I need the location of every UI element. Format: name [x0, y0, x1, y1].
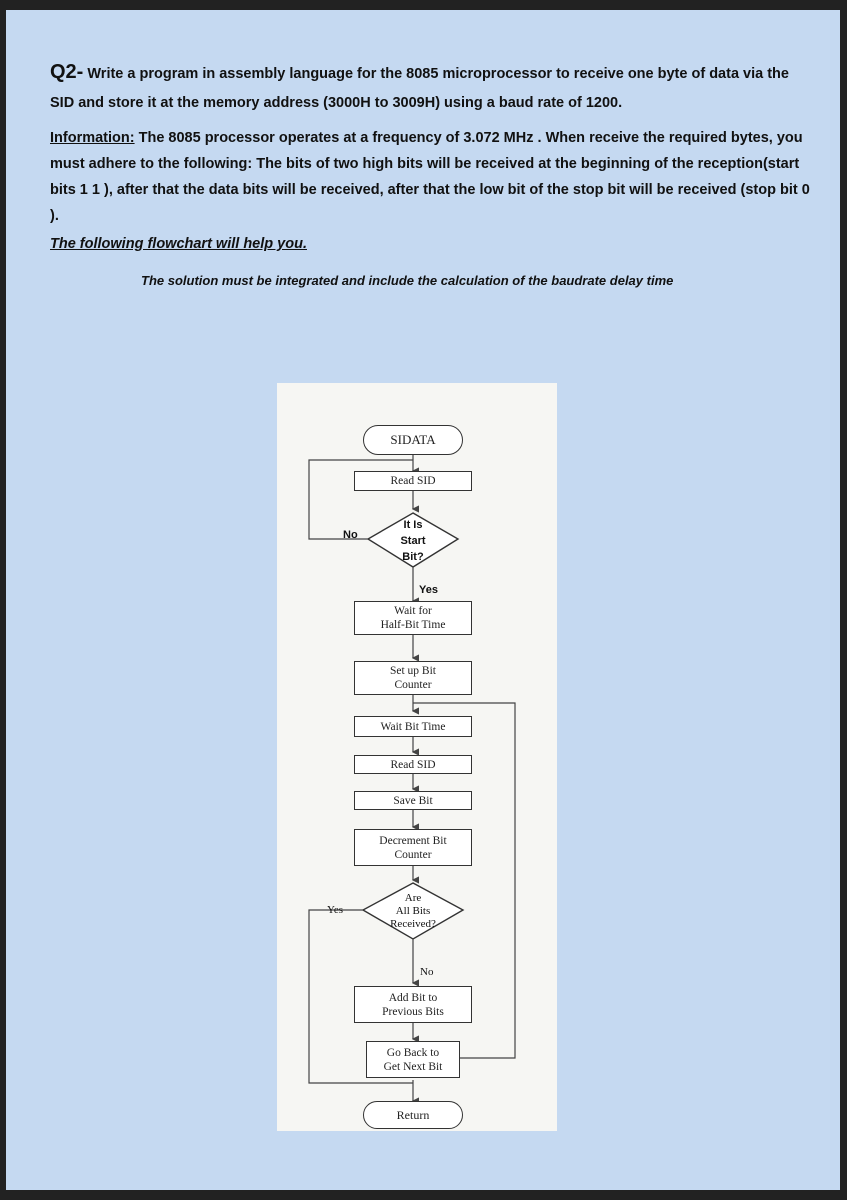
decision-start-line2: Start [400, 535, 426, 547]
setup-counter-line2: Counter [394, 679, 432, 691]
label-no-all-bits: No [420, 966, 434, 978]
decision-all-bits [373, 892, 453, 931]
decrement-counter-box [354, 829, 472, 866]
information-body: The 8085 processor operates at a frequency of 3.072 MHz . When receive the required bytes, you must adhere to the following: The bits of two high bits will be received at the beginning of the reception(start bits 1 1 ), after that the data bits will be received, after that the low bit of the stop bit will be received (stop bit 0 ). [50, 130, 810, 224]
label-yes-all-bits: Yes [327, 904, 344, 916]
wait-half-bit-box [354, 601, 472, 635]
wait-half-line1: Wait for [394, 605, 432, 617]
question-text [50, 58, 810, 118]
add-bit-line1: Add Bit to [388, 991, 438, 1004]
add-bit-line2: Previous Bits [382, 1005, 444, 1018]
information-paragraph [50, 125, 810, 229]
decision-start-line1: It Is [403, 519, 423, 531]
go-back-line1: Go Back to [386, 1046, 440, 1059]
read-sid-box-1: Read SID [354, 471, 472, 491]
question-number: Q2- [50, 61, 84, 83]
decision-start-line3: Bit? [402, 551, 424, 563]
setup-counter-box [354, 661, 472, 695]
question-body: Write a program in assembly language for the 8085 microprocessor to receive one byte of data via the SID and store it at the memory address (3000H to 3009H) using a baud rate of 1200. [50, 66, 789, 111]
decrement-line2: Counter [394, 848, 432, 861]
save-bit-box: Save Bit [354, 791, 472, 810]
read-sid-box-2: Read SID [354, 755, 472, 774]
return-terminal: Return [363, 1101, 463, 1129]
start-terminal: SIDATA [363, 425, 463, 455]
information-label: Information: [50, 130, 135, 146]
label-yes-start: Yes [419, 584, 438, 596]
decision-start-bit [378, 517, 448, 565]
wait-bit-time-box: Wait Bit Time [354, 716, 472, 737]
decision-all-line2: All Bits [395, 905, 431, 917]
flowchart [277, 383, 557, 1131]
decrement-line1: Decrement Bit [379, 834, 447, 847]
solution-note: The solution must be integrated and include the calculation of the baudrate delay time [141, 273, 674, 288]
decision-all-line1: Are [404, 892, 422, 904]
setup-counter-line1: Set up Bit [389, 665, 436, 677]
decision-all-line3: Received? [390, 918, 436, 930]
go-back-line2: Get Next Bit [383, 1060, 443, 1073]
add-bit-box [354, 986, 472, 1023]
label-no-start: No [343, 529, 358, 541]
wait-half-line2: Half-Bit Time [380, 619, 446, 631]
go-back-box [366, 1041, 460, 1078]
flowchart-helper-text: The following flowchart will help you. [50, 236, 307, 252]
